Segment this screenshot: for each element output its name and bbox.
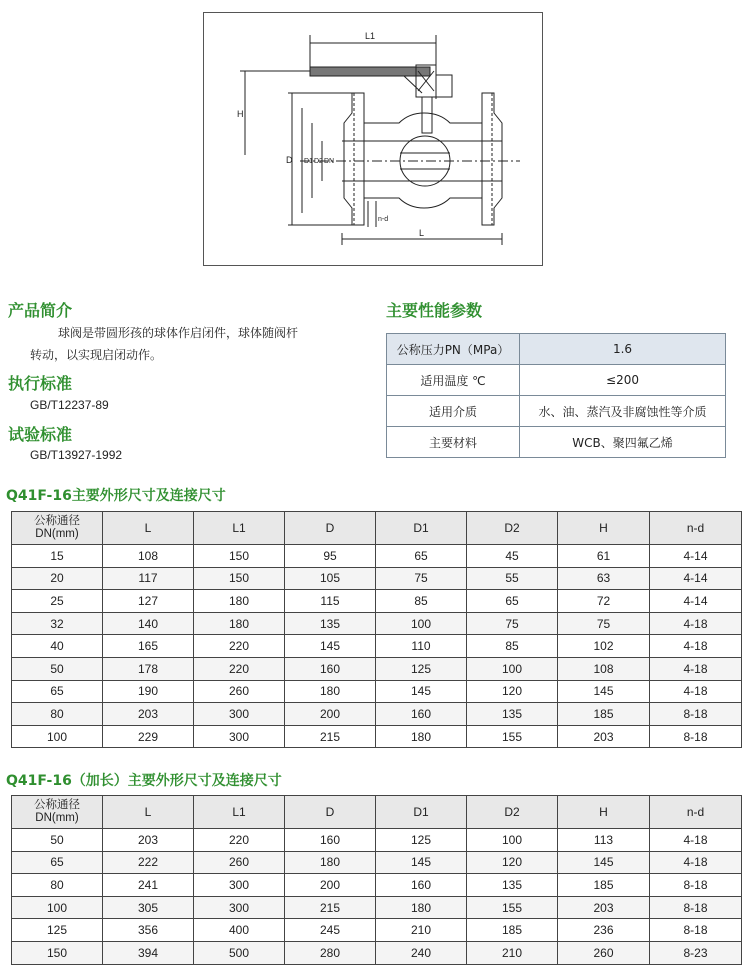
- table-cell: 222: [103, 851, 194, 874]
- table-cell: 200: [285, 703, 376, 726]
- table-cell: 95: [285, 545, 376, 568]
- table-cell: 220: [194, 657, 285, 680]
- table-cell: 145: [285, 635, 376, 658]
- header-h: H: [558, 796, 650, 829]
- table-cell: 15: [12, 545, 103, 568]
- intro-text-line2: 转动，以实现启闭动作。: [30, 348, 163, 362]
- table-cell: 8-18: [650, 896, 742, 919]
- table-row: [12, 896, 742, 919]
- table-cell: 203: [103, 703, 194, 726]
- table-row: [12, 941, 742, 964]
- table-header-row: [12, 512, 742, 545]
- param-value: 1.6: [520, 334, 726, 365]
- valve-drawing: [204, 13, 544, 267]
- table-cell: 75: [558, 612, 650, 635]
- table-cell: 113: [558, 829, 650, 852]
- table-cell: 203: [103, 829, 194, 852]
- param-label: 适用温度 ℃: [387, 365, 520, 396]
- table-row: [12, 590, 742, 613]
- table-cell: 155: [467, 896, 558, 919]
- params-row: [387, 334, 726, 365]
- table-cell: 185: [558, 703, 650, 726]
- test-standard-title: 试验标准: [8, 425, 73, 444]
- table-cell: 245: [285, 919, 376, 942]
- table-cell: 150: [194, 545, 285, 568]
- table-row: [12, 874, 742, 897]
- table-cell: 127: [103, 590, 194, 613]
- table-cell: 4-14: [650, 590, 742, 613]
- table-row: [12, 725, 742, 748]
- table-cell: 80: [12, 703, 103, 726]
- table-cell: 135: [467, 874, 558, 897]
- table-cell: 125: [376, 657, 467, 680]
- table-cell: 65: [12, 680, 103, 703]
- table-cell: 75: [376, 567, 467, 590]
- header-d: D: [285, 512, 376, 545]
- table-cell: 178: [103, 657, 194, 680]
- table-cell: 180: [285, 851, 376, 874]
- table-cell: 300: [194, 896, 285, 919]
- table-cell: 63: [558, 567, 650, 590]
- label-d2: D2: [314, 158, 323, 165]
- table-cell: 55: [467, 567, 558, 590]
- table-cell: 394: [103, 941, 194, 964]
- param-label: 公称压力PN（MPa）: [387, 334, 520, 365]
- table-cell: 135: [285, 612, 376, 635]
- table-cell: 155: [467, 725, 558, 748]
- header-d2: D2: [467, 796, 558, 829]
- exec-standard-title: 执行标准: [8, 374, 73, 393]
- table-cell: 4-14: [650, 567, 742, 590]
- header-d1: D1: [376, 512, 467, 545]
- table-cell: 203: [558, 896, 650, 919]
- header-nd: n-d: [650, 512, 742, 545]
- label-nd: n-d: [378, 216, 389, 223]
- table-cell: 25: [12, 590, 103, 613]
- table-cell: 236: [558, 919, 650, 942]
- table-cell: 145: [558, 851, 650, 874]
- table-cell: 117: [103, 567, 194, 590]
- table-cell: 145: [376, 680, 467, 703]
- table-cell: 65: [467, 590, 558, 613]
- params-title: 主要性能参数: [386, 301, 483, 320]
- table-cell: 100: [467, 829, 558, 852]
- table-cell: 260: [558, 941, 650, 964]
- table-cell: 50: [12, 657, 103, 680]
- table-cell: 300: [194, 874, 285, 897]
- table-cell: 4-14: [650, 545, 742, 568]
- table-row: [12, 635, 742, 658]
- dimension-table-standard: [11, 511, 742, 748]
- param-label: 适用介质: [387, 396, 520, 427]
- label-l: L: [419, 228, 425, 238]
- table-cell: 185: [467, 919, 558, 942]
- table-cell: 45: [467, 545, 558, 568]
- table-row: [12, 703, 742, 726]
- table-cell: 180: [285, 680, 376, 703]
- table-cell: 150: [194, 567, 285, 590]
- table-cell: 4-18: [650, 680, 742, 703]
- table-cell: 160: [376, 874, 467, 897]
- table-cell: 300: [194, 703, 285, 726]
- table-cell: 120: [467, 680, 558, 703]
- table-cell: 260: [194, 680, 285, 703]
- table-cell: 400: [194, 919, 285, 942]
- header-l: L: [103, 796, 194, 829]
- table-row: [12, 919, 742, 942]
- table-cell: 110: [376, 635, 467, 658]
- table-cell: 135: [467, 703, 558, 726]
- table-row: [12, 851, 742, 874]
- table-cell: 160: [376, 703, 467, 726]
- table-cell: 4-18: [650, 612, 742, 635]
- table-cell: 80: [12, 874, 103, 897]
- table-cell: 65: [376, 545, 467, 568]
- table-cell: 120: [467, 851, 558, 874]
- table-cell: 229: [103, 725, 194, 748]
- table-cell: 100: [467, 657, 558, 680]
- params-row: [387, 427, 726, 458]
- table-cell: 108: [558, 657, 650, 680]
- table-cell: 4-18: [650, 829, 742, 852]
- table-cell: 240: [376, 941, 467, 964]
- header-nd: n-d: [650, 796, 742, 829]
- params-row: [387, 396, 726, 427]
- table-cell: 215: [285, 725, 376, 748]
- table-cell: 108: [103, 545, 194, 568]
- table-cell: 65: [12, 851, 103, 874]
- test-standard-value: GB/T13927-1992: [30, 448, 123, 462]
- table-cell: 180: [194, 590, 285, 613]
- table-cell: 100: [376, 612, 467, 635]
- table-cell: 210: [376, 919, 467, 942]
- table-cell: 160: [285, 657, 376, 680]
- table-row: [12, 680, 742, 703]
- header-dn-line2: DN(mm): [35, 812, 79, 824]
- table-cell: 4-18: [650, 657, 742, 680]
- table-cell: 300: [194, 725, 285, 748]
- header-dn-line1: 公称通径: [34, 515, 80, 527]
- params-table: [386, 333, 726, 458]
- table1-body: [12, 545, 742, 748]
- valve-drawing-frame: [203, 12, 543, 266]
- table-cell: 20: [12, 567, 103, 590]
- table-cell: 75: [467, 612, 558, 635]
- dimension-table-extended: [11, 795, 742, 965]
- label-dn: DN: [324, 158, 335, 165]
- table-cell: 8-18: [650, 919, 742, 942]
- label-d: D: [286, 155, 293, 165]
- table2-body: [12, 829, 742, 965]
- header-d2: D2: [467, 512, 558, 545]
- table-cell: 72: [558, 590, 650, 613]
- header-l: L: [103, 512, 194, 545]
- exec-standard-value: GB/T12237-89: [30, 398, 109, 412]
- table-cell: 145: [558, 680, 650, 703]
- table-cell: 150: [12, 941, 103, 964]
- label-d1: D1: [304, 158, 313, 165]
- param-value: 水、油、蒸汽及非腐蚀性等介质: [520, 396, 726, 427]
- table-cell: 8-18: [650, 725, 742, 748]
- header-d: D: [285, 796, 376, 829]
- table2-caption: Q41F-16（加长）主要外形尺寸及连接尺寸: [6, 773, 282, 789]
- table-cell: 102: [558, 635, 650, 658]
- table-cell: 241: [103, 874, 194, 897]
- table-row: [12, 829, 742, 852]
- header-dn-line1: 公称通径: [34, 799, 80, 811]
- table-cell: 220: [194, 635, 285, 658]
- header-l1: L1: [194, 796, 285, 829]
- table-cell: 356: [103, 919, 194, 942]
- table-cell: 215: [285, 896, 376, 919]
- header-l1: L1: [194, 512, 285, 545]
- header-dn: [12, 796, 103, 829]
- param-value: WCB、聚四氟乙烯: [520, 427, 726, 458]
- table-row: [12, 612, 742, 635]
- table-cell: 8-18: [650, 703, 742, 726]
- intro-text-line1: 球阀是带圆形孩的球体作启闭件，球体随阀杆: [58, 326, 299, 340]
- table-cell: 140: [103, 612, 194, 635]
- table-row: [12, 567, 742, 590]
- header-dn: [12, 512, 103, 545]
- label-h: H: [237, 109, 244, 119]
- table-cell: 500: [194, 941, 285, 964]
- table-cell: 8-18: [650, 874, 742, 897]
- table-cell: 125: [376, 829, 467, 852]
- table1-caption: Q41F-16主要外形尺寸及连接尺寸: [6, 488, 226, 504]
- table-cell: 100: [12, 896, 103, 919]
- valve-handle: [310, 67, 430, 76]
- table-cell: 260: [194, 851, 285, 874]
- table-cell: 190: [103, 680, 194, 703]
- table-cell: 4-18: [650, 635, 742, 658]
- table-cell: 180: [376, 725, 467, 748]
- intro-title: 产品简介: [8, 301, 73, 320]
- table-cell: 200: [285, 874, 376, 897]
- table-cell: 115: [285, 590, 376, 613]
- table-cell: 50: [12, 829, 103, 852]
- header-dn-line2: DN(mm): [35, 528, 79, 540]
- table-cell: 85: [467, 635, 558, 658]
- header-h: H: [558, 512, 650, 545]
- table-cell: 85: [376, 590, 467, 613]
- param-value: ≤200: [520, 365, 726, 396]
- table-cell: 165: [103, 635, 194, 658]
- table-row: [12, 545, 742, 568]
- table-cell: 8-23: [650, 941, 742, 964]
- table-header-row: [12, 796, 742, 829]
- table-row: [12, 657, 742, 680]
- table-cell: 203: [558, 725, 650, 748]
- valve-ball: [400, 136, 450, 186]
- table-cell: 61: [558, 545, 650, 568]
- table-cell: 32: [12, 612, 103, 635]
- table-cell: 185: [558, 874, 650, 897]
- table-cell: 220: [194, 829, 285, 852]
- param-label: 主要材料: [387, 427, 520, 458]
- label-l1: L1: [365, 31, 376, 41]
- table-cell: 210: [467, 941, 558, 964]
- table-cell: 100: [12, 725, 103, 748]
- table-cell: 145: [376, 851, 467, 874]
- params-row: [387, 365, 726, 396]
- table-cell: 105: [285, 567, 376, 590]
- table-cell: 40: [12, 635, 103, 658]
- table-cell: 305: [103, 896, 194, 919]
- table-cell: 4-18: [650, 851, 742, 874]
- table-cell: 125: [12, 919, 103, 942]
- header-d1: D1: [376, 796, 467, 829]
- table-cell: 280: [285, 941, 376, 964]
- table-cell: 180: [194, 612, 285, 635]
- table-cell: 180: [376, 896, 467, 919]
- table-cell: 160: [285, 829, 376, 852]
